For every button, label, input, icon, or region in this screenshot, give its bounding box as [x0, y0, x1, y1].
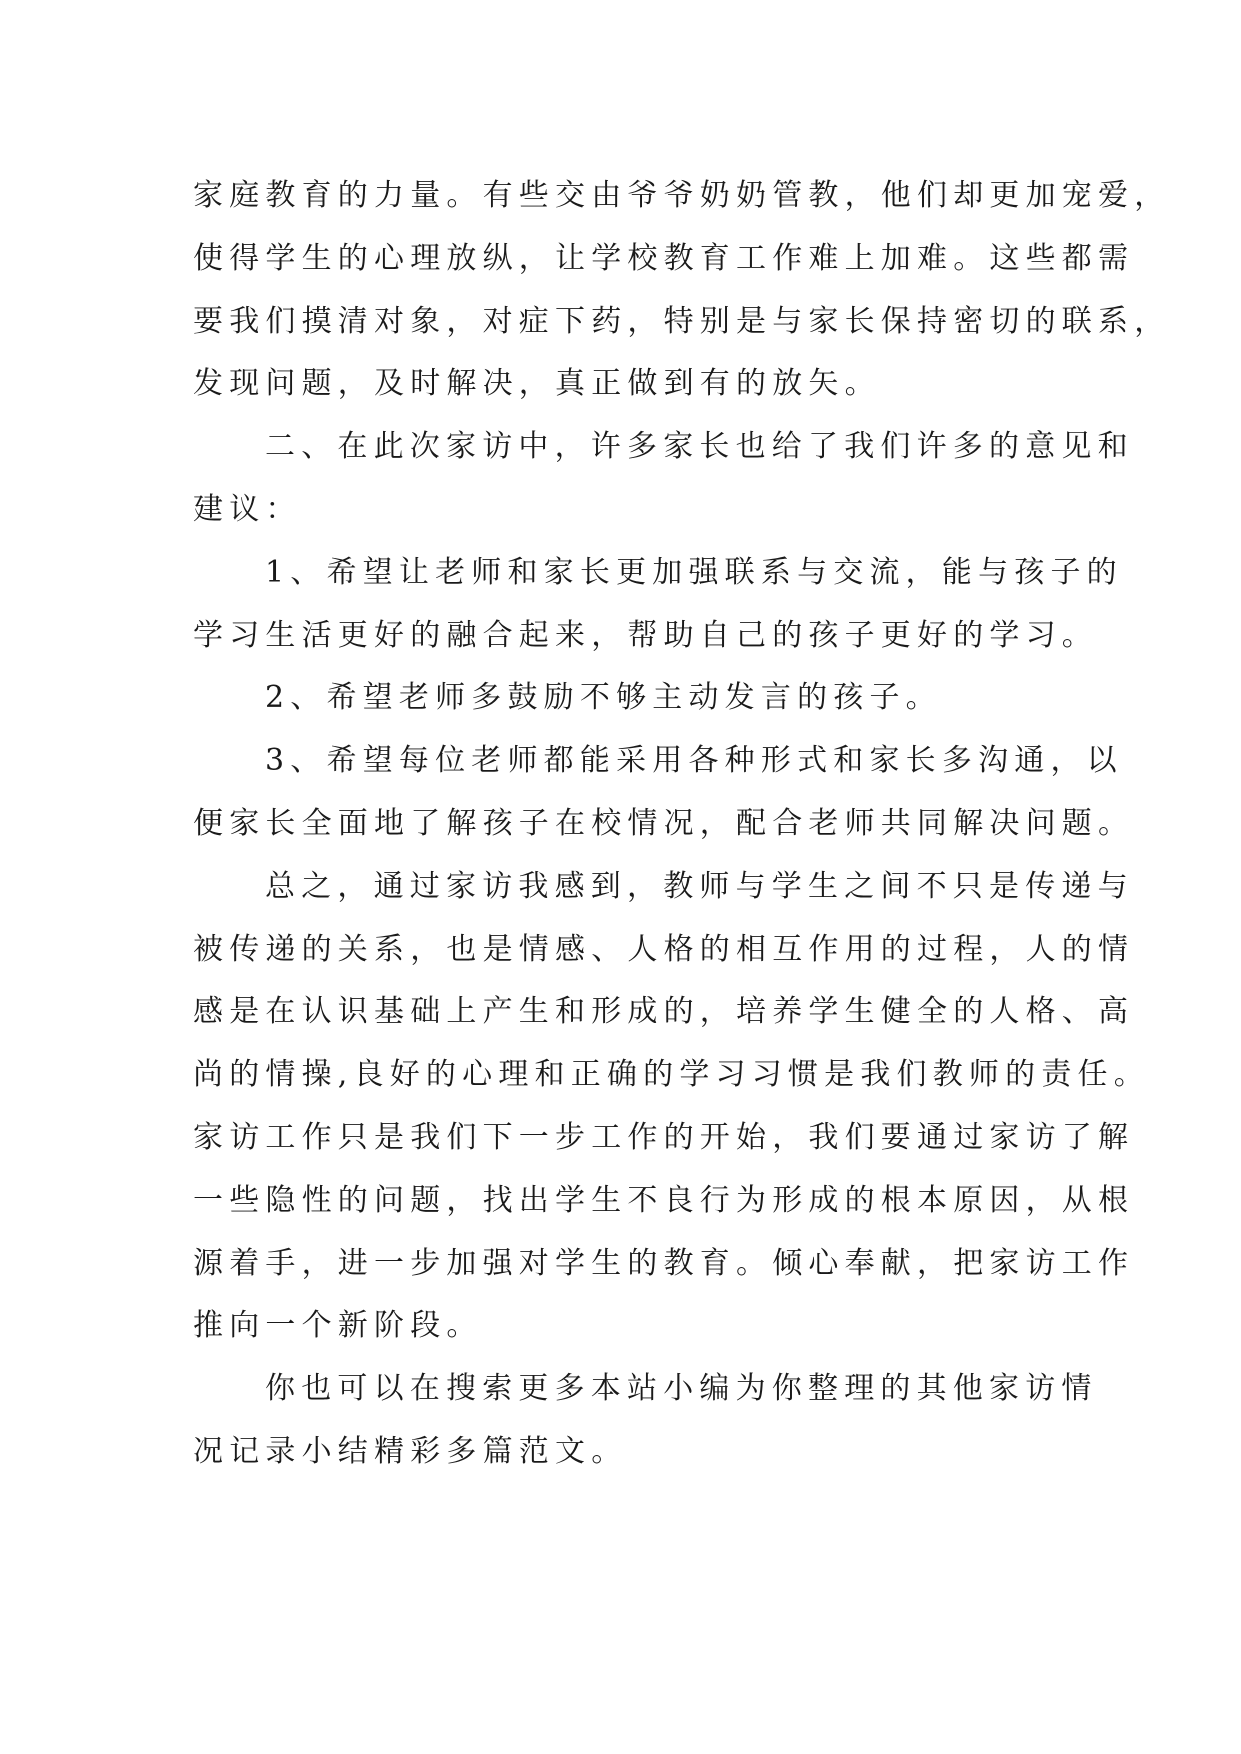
text-line: 3、希望每位老师都能采用各种形式和家长多沟通，以 [265, 743, 1123, 779]
text-line: 使得学生的心理放纵，让学校教育工作难上加难。这些都需 [193, 240, 1135, 276]
text-line: 1、希望让老师和家长更加强联系与交流，能与孩子的 [265, 554, 1123, 590]
text-line: 推向一个新阶段。 [193, 1308, 483, 1344]
text-line: 尚的情操,良好的心理和正确的学习习惯是我们教师的责任。 [193, 1057, 1150, 1093]
body-text [193, 165, 1171, 1484]
text-line: 发现问题，及时解决，真正做到有的放矢。 [193, 366, 881, 402]
text-line: 总之，通过家访我感到，教师与学生之间不只是传递与 [265, 868, 1134, 904]
text-line: 建议： [193, 491, 302, 527]
text-line: 你也可以在搜索更多本站小编为你整理的其他家访情 [265, 1371, 1098, 1407]
text-line: 二、在此次家访中，许多家长也给了我们许多的意见和 [265, 429, 1134, 465]
text-line: 家访工作只是我们下一步工作的开始，我们要通过家访了解 [193, 1119, 1135, 1155]
text-line: 源着手，进一步加强对学生的教育。倾心奉献，把家访工作 [193, 1245, 1135, 1281]
text-line: 学习生活更好的融合起来，帮助自己的孩子更好的学习。 [193, 617, 1098, 653]
text-line: 况记录小结精彩多篇范文。 [193, 1433, 628, 1469]
text-line: 便家长全面地了解孩子在校情况，配合老师共同解决问题。 [193, 805, 1135, 841]
text-line: 一些隐性的问题，找出学生不良行为形成的根本原因，从根 [193, 1182, 1135, 1218]
text-line: 被传递的关系，也是情感、人格的相互作用的过程，人的情 [193, 931, 1135, 967]
text-line: 2、希望老师多鼓励不够主动发言的孩子。 [265, 680, 942, 716]
text-line: 要我们摸清对象，对症下药，特别是与家长保持密切的联系， [193, 303, 1171, 339]
text-line: 家庭教育的力量。有些交由爷爷奶奶管教，他们却更加宠爱， [193, 178, 1171, 213]
text-line: 感是在认识基础上产生和形成的，培养学生健全的人格、高 [193, 994, 1135, 1030]
